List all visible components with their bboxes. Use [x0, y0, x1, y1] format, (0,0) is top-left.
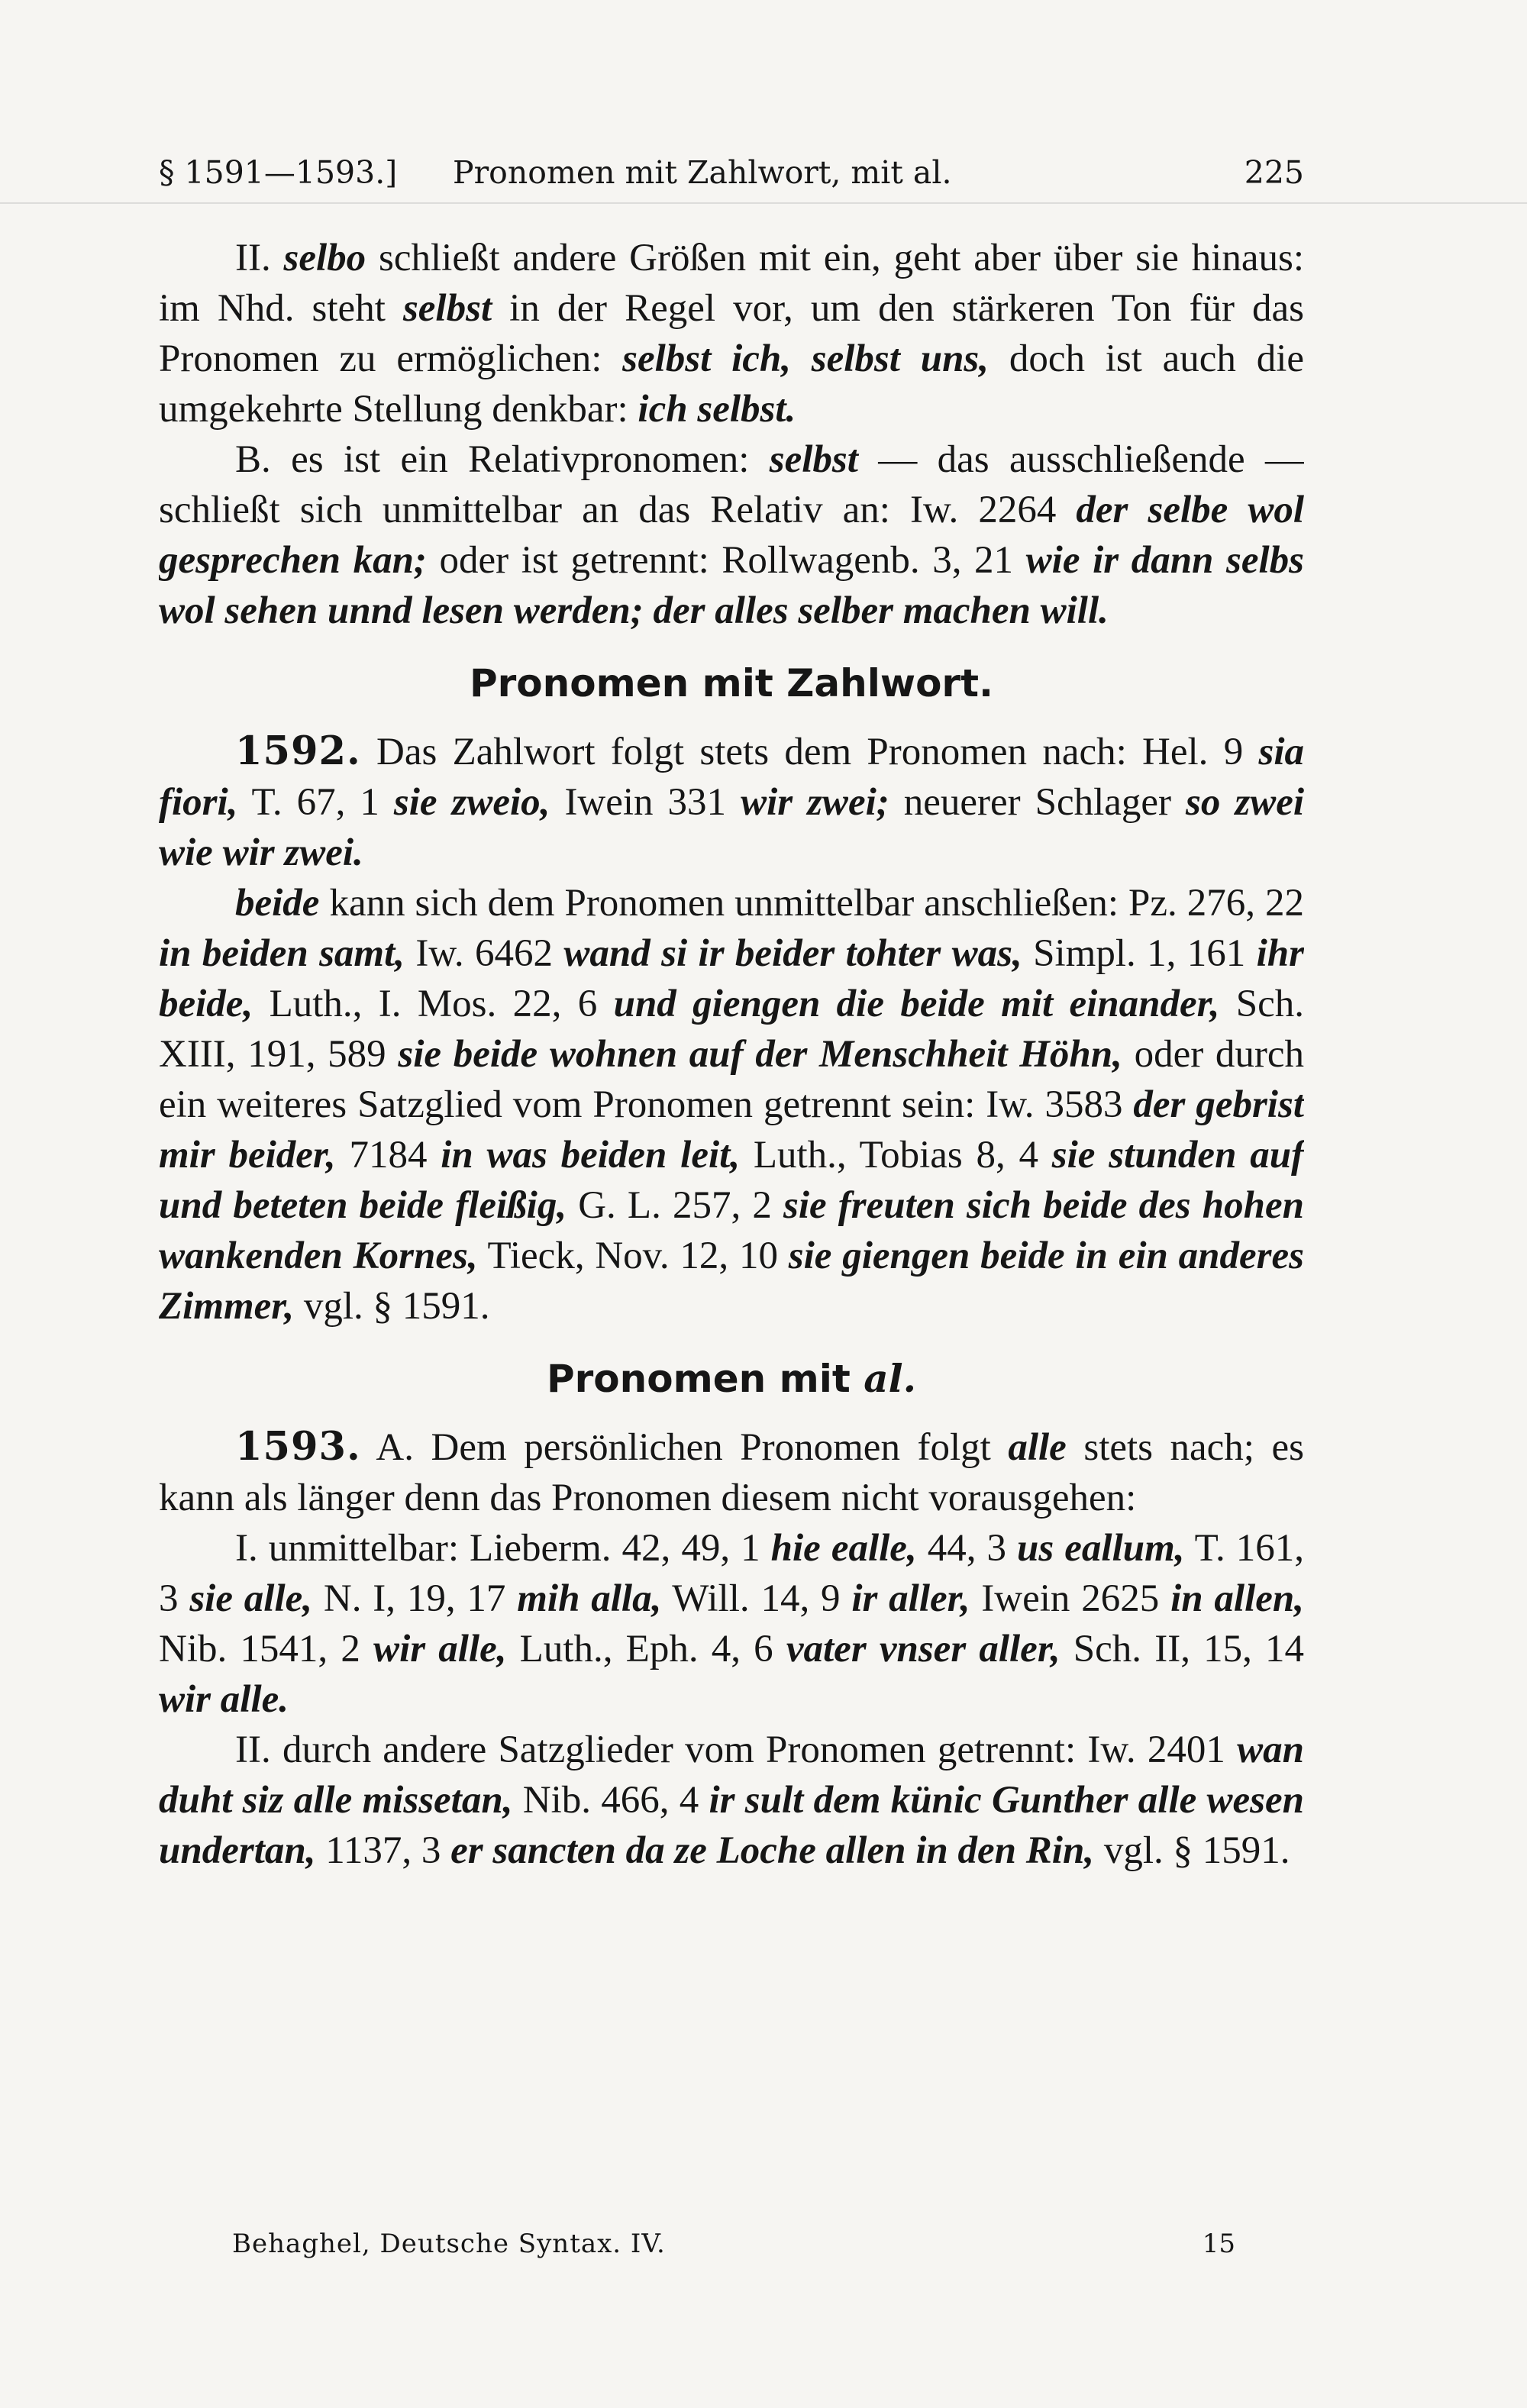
header-section-range: § 1591—1593.] [159, 154, 398, 191]
paragraph-unmittelbar: I. unmittelbar: Lieberm. 42, 49, 1 hie ealle, 44, 3 us eallum, T. 161, 3 sie alle, N. I, 19, 17 mih alla, Will. 14, 9 ir aller, Iwein 2625 in allen, Nib. 1541, 2 wir alle, Luth., Eph. 4, 6 vater vnser aller, Sch. II, 15, 14 wir alle. [159, 1527, 1304, 1721]
section-number-1592: 1592. [235, 728, 361, 774]
section-number-1593: 1593. [235, 1424, 361, 1470]
paragraph-beide: beide kann sich dem Pronomen unmittelbar anschließen: Pz. 276, 22 in beiden samt, Iw. 6462 wand si ir beider tohter was, Simpl. 1, 161 ihr beide, Luth., I. Mos. 22, 6 und giengen die beide mit einander, Sch. XIII, 191, 589 sie beide wohnen auf der Menschheit Höhn, oder durch ein weiteres Satzglied vom Pronomen getrennt sein: Iw. 3583 der gebrist mir beider, 7184 in was beiden leit, Luth., Tobias 8, 4 sie stunden auf und beteten beide fleißig, G. L. 257, 2 sie freuten sich beide des hohen wankenden Kornes, Tieck, Nov. 12, 10 sie giengen beide in ein anderes Zimmer, vgl. § 1591. [159, 882, 1304, 1328]
header-title: Pronomen mit Zahlwort, mit al. [453, 154, 952, 191]
section-heading-al: Pronomen mit al. [547, 1356, 916, 1401]
footer-sheet-number: 15 [1202, 2229, 1235, 2259]
paragraph-selbo: II. selbo schließt andere Größen mit ein, geht aber über sie hinaus: im Nhd. steht selbst in der Regel vor, um den stärkeren Ton für das Pronomen zu ermöglichen: selbst ich, selbst uns, doch ist auch die umgekehrte Stellung denkbar: ich selbst. [159, 237, 1304, 431]
page-body [159, 233, 1304, 2233]
paragraph-1593: 1593. A. Dem persönlichen Pronomen folgt alle stets nach; es kann als länger denn das Pronomen diesem nicht vorausgehen: [159, 1424, 1304, 1519]
section-heading-zahlwort: Pronomen mit Zahlwort. [470, 661, 993, 705]
header-rule [0, 202, 1527, 204]
paragraph-relativpronomen: B. es ist ein Relativpronomen: selbst — das ausschließende — schließt sich unmittelbar an das Relativ an: Iw. 2264 der selbe wol gesprechen kan; oder ist getrennt: Rollwagenb. 3, 21 wie ir dann selbs wol sehen unnd lesen werden; der alles selber machen will. [159, 438, 1304, 632]
paragraph-getrennt: II. durch andere Satzglieder vom Pronomen getrennt: Iw. 2401 wan duht siz alle missetan, Nib. 466, 4 ir sult dem künic Gunther alle wesen undertan, 1137, 3 er sancten da ze Loche allen in den Rin, vgl. § 1591. [159, 1729, 1304, 1872]
header-page-number: 225 [1244, 154, 1304, 191]
paragraph-1592: 1592. Das Zahlwort folgt stets dem Pronomen nach: Hel. 9 sia fiori, T. 67, 1 sie zweio, Iwein 331 wir zwei; neuerer Schlager so zwei wie wir zwei. [159, 728, 1304, 874]
page-footer [159, 2225, 1235, 2263]
footer-source: Behaghel, Deutsche Syntax. IV. [232, 2229, 666, 2259]
running-header [159, 150, 1304, 195]
